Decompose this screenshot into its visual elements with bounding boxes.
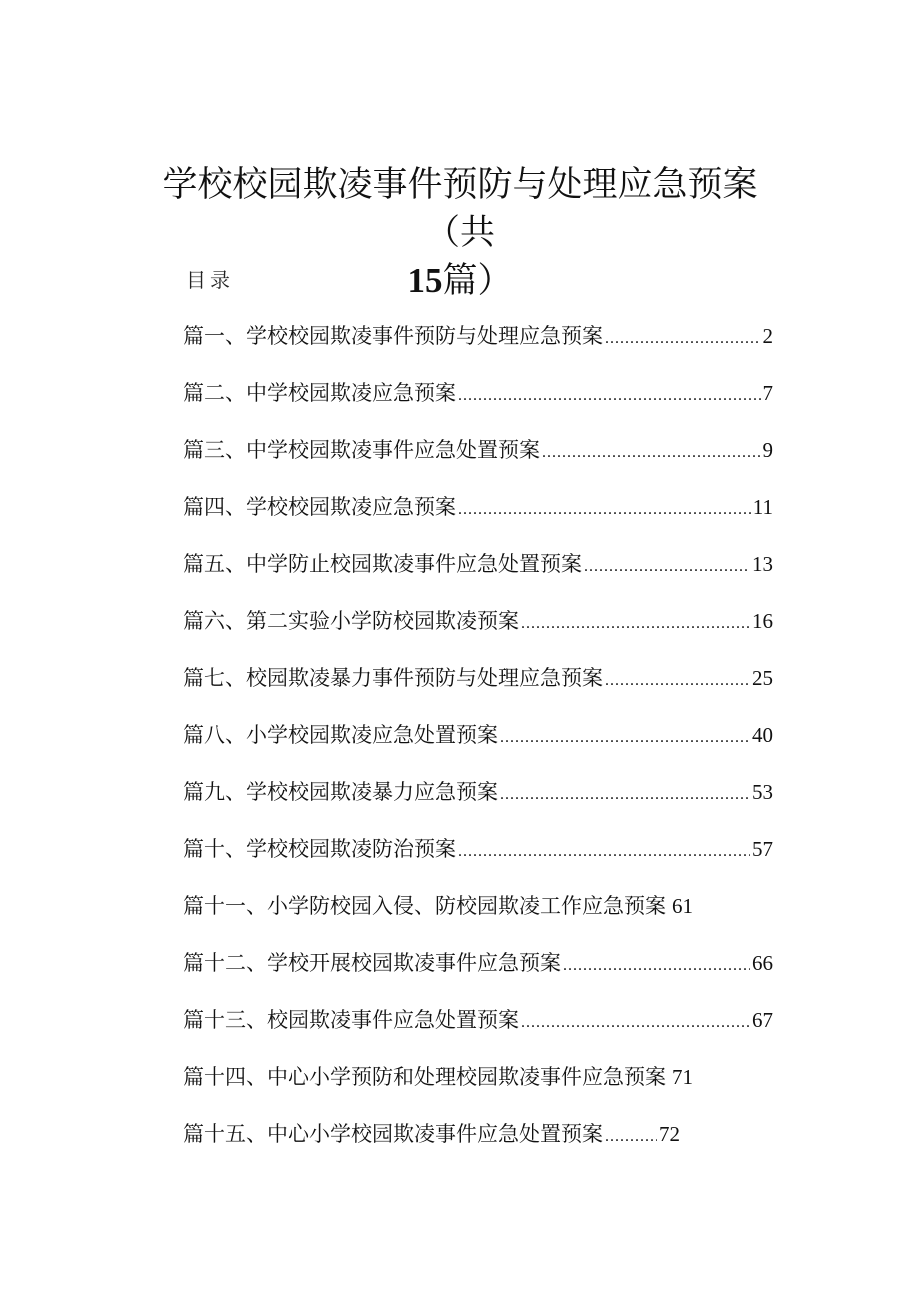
toc-entry-label[interactable]: 篇十三、校园欺凌事件应急处置预案 xyxy=(183,1008,519,1032)
toc-entry[interactable] xyxy=(183,774,773,831)
toc-page-number[interactable]: 61 xyxy=(672,894,693,918)
toc-leader-dots xyxy=(542,435,761,471)
title-count: 15 xyxy=(407,261,443,301)
toc-entry-label[interactable]: 篇一、学校校园欺凌事件预防与处理应急预案 xyxy=(183,324,603,348)
toc-entry[interactable] xyxy=(183,831,773,888)
toc-page-number[interactable]: 72 xyxy=(659,1122,680,1146)
toc-page-number[interactable]: 11 xyxy=(752,495,773,519)
toc-entry[interactable] xyxy=(183,945,773,1002)
toc-entry-label[interactable]: 篇十、学校校园欺凌防治预案 xyxy=(183,837,456,861)
toc-page-number[interactable]: 16 xyxy=(752,609,773,633)
toc-entry-label[interactable]: 篇九、学校校园欺凌暴力应急预案 xyxy=(183,780,498,804)
toc-entry[interactable] xyxy=(183,888,773,945)
toc-entry-label[interactable]: 篇五、中学防止校园欺凌事件应急处置预案 xyxy=(183,552,582,576)
toc-entry[interactable] xyxy=(183,375,773,432)
toc-page-number[interactable]: 13 xyxy=(752,552,773,576)
toc-leader-dots xyxy=(500,720,750,756)
toc-page-number[interactable]: 71 xyxy=(672,1065,693,1089)
toc-entry-label[interactable]: 篇十五、中心小学校园欺凌事件应急处置预案 xyxy=(183,1122,603,1146)
toc-entry-label[interactable]: 篇四、学校校园欺凌应急预案 xyxy=(183,495,456,519)
toc-entry[interactable] xyxy=(183,660,773,717)
toc-leader-dots xyxy=(605,321,761,357)
title-line-2: 篇） xyxy=(442,261,513,302)
toc-entry[interactable] xyxy=(183,1059,773,1116)
toc-entry[interactable] xyxy=(183,546,773,603)
toc-leader-dots xyxy=(605,663,750,699)
toc-heading: 目录 xyxy=(186,268,234,292)
toc-leader-dots xyxy=(458,834,750,870)
toc-leader-dots xyxy=(563,948,750,984)
toc-entry-label[interactable]: 篇六、第二实验小学防校园欺凌预案 xyxy=(183,609,519,633)
toc-leader-dots xyxy=(458,492,751,528)
toc-page-number[interactable]: 40 xyxy=(752,723,773,747)
toc-entry[interactable] xyxy=(183,1002,773,1059)
toc-entry[interactable] xyxy=(183,318,773,375)
toc-page-number[interactable]: 57 xyxy=(752,837,773,861)
toc-entry[interactable] xyxy=(183,1116,773,1173)
toc-entry[interactable] xyxy=(183,432,773,489)
toc-page-number[interactable]: 53 xyxy=(752,780,773,804)
toc-entry-label[interactable]: 篇十四、中心小学预防和处理校园欺凌事件应急预案 xyxy=(183,1065,666,1089)
toc-leader-dots xyxy=(605,1119,657,1155)
toc-leader-dots xyxy=(521,606,750,642)
toc-entry-label[interactable]: 篇十一、小学防校园入侵、防校园欺凌工作应急预案 xyxy=(183,894,666,918)
toc-page-number[interactable]: 9 xyxy=(762,438,773,462)
toc-leader-dots xyxy=(521,1005,750,1041)
toc-leader-dots xyxy=(584,549,750,585)
toc-entry-label[interactable]: 篇八、小学校园欺凌应急处置预案 xyxy=(183,723,498,747)
toc-leader-dots xyxy=(458,378,761,414)
toc-entry[interactable] xyxy=(183,489,773,546)
toc-entry-label[interactable]: 篇十二、学校开展校园欺凌事件应急预案 xyxy=(183,951,561,975)
toc-entry-label[interactable]: 篇七、校园欺凌暴力事件预防与处理应急预案 xyxy=(183,666,603,690)
toc-entry[interactable] xyxy=(183,717,773,774)
toc-page-number[interactable]: 25 xyxy=(752,666,773,690)
toc-entry[interactable] xyxy=(183,603,773,660)
toc-page-number[interactable]: 67 xyxy=(752,1008,773,1032)
toc-page-number[interactable]: 7 xyxy=(762,381,773,405)
title-line-1: 学校校园欺凌事件预防与处理应急预案（共 xyxy=(162,165,758,254)
toc-page-number[interactable]: 2 xyxy=(762,324,773,348)
toc-entry-label[interactable]: 篇三、中学校园欺凌事件应急处置预案 xyxy=(183,438,540,462)
toc-page-number[interactable]: 66 xyxy=(752,951,773,975)
toc-leader-dots xyxy=(500,777,750,813)
table-of-contents xyxy=(183,318,773,1173)
toc-entry-label[interactable]: 篇二、中学校园欺凌应急预案 xyxy=(183,381,456,405)
